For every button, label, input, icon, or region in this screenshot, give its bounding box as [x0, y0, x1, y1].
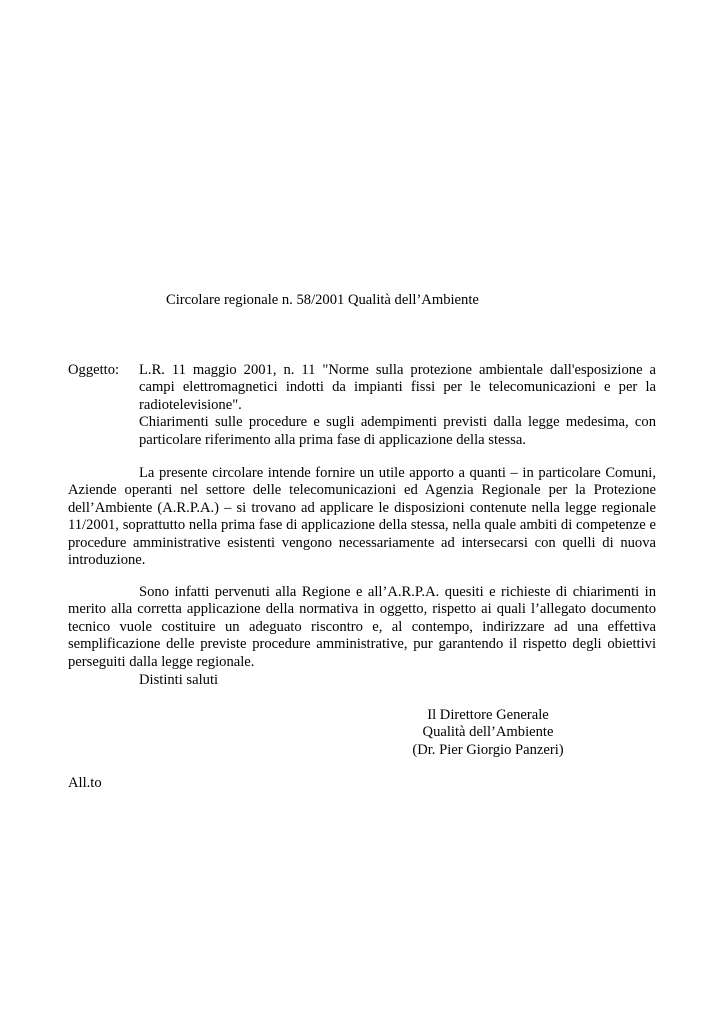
paragraph-text: Sono infatti pervenuti alla Regione e all’A.R.P.A. quesiti e richieste di chiarimenti in merito alla corretta applicazione della normativa in oggetto, rispetto ai quali l’allegato documento tecnico vuole costituire un adeguato riscontro e, al contempo, indirizzare ad una effettiva semplificazione delle previste procedure amministrative, pur garantendo il rispetto degli obiettivi perseguiti dalla legge regionale.	[68, 584, 656, 670]
paragraph-2	[68, 584, 656, 671]
signature-role: Il Direttore Generale	[427, 707, 549, 723]
document-title: Circolare regionale n. 58/2001 Qualità dell’Ambiente	[166, 292, 479, 308]
oggetto-clarification: Chiarimenti sulle procedure e sugli adempimenti previsti dalla legge medesima, con particolare riferimento alla prima fase di applicazione della stessa.	[139, 414, 656, 448]
oggetto-label: Oggetto:	[68, 362, 120, 378]
paragraph-text: La presente circolare intende fornire un utile apporto a quanti – in particolare Comuni, Aziende operanti nel settore delle telecomunicazioni ed Agenzia Regionale per la Protezione dell’Ambiente (A.R.P.A.) – si trovano ad applicare le disposizioni contenute nella legge regionale 11/2001, soprattutto nella prima fase di applicazione della stessa, nella quale ambiti di competenze e procedure amministrative esistenti vengono necessariamente ad intersecarsi con quelli di nuova introduzione.	[68, 465, 656, 569]
oggetto-body	[139, 362, 656, 449]
signature-block	[378, 707, 598, 759]
paragraph-1	[68, 465, 656, 569]
attachment-note: All.to	[68, 775, 102, 791]
signature-department: Qualità dell’Ambiente	[422, 724, 554, 741]
closing-greeting: Distinti saluti	[139, 672, 219, 688]
signature-name: (Dr. Pier Giorgio Panzeri)	[412, 741, 564, 758]
oggetto-subject: L.R. 11 maggio 2001, n. 11 "Norme sulla protezione ambientale dall'esposizione a campi elettromagnetici indotti da impianti fissi per le telecomunicazioni e per la radiotelevisione".	[139, 362, 656, 413]
